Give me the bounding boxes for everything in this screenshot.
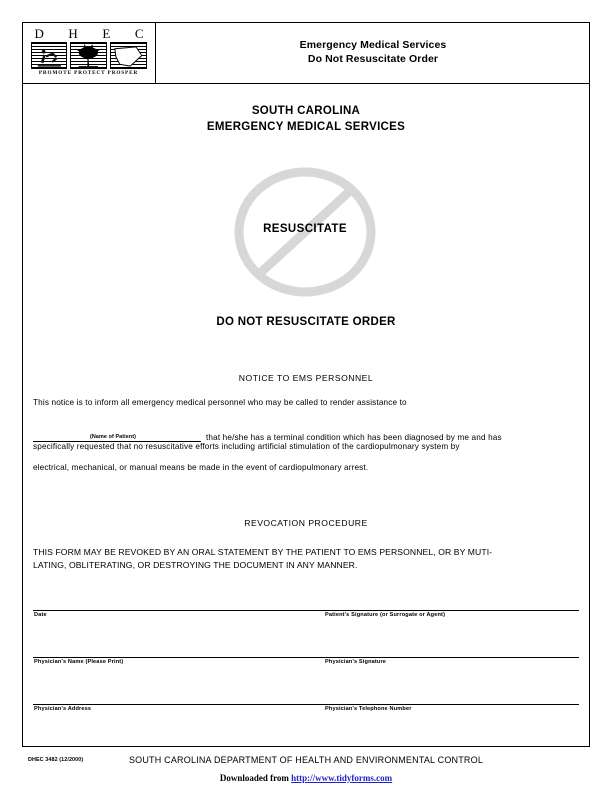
notice-line-4: electrical, mechanical, or manual means be made in the event of cardiopulmonary arrest. (33, 463, 369, 472)
dhec-logo-panels (31, 42, 147, 69)
revocation-section-heading: REVOCATION PROCEDURE (244, 518, 368, 528)
date-label: Date (34, 612, 47, 618)
signature-block (33, 610, 579, 751)
south-carolina-map-icon (110, 42, 147, 69)
south-carolina-map-art (111, 43, 146, 69)
dhec-logo-cell (22, 22, 156, 83)
no-resuscitate-prohibition-symbol (232, 166, 378, 298)
signature-row-physician-name (33, 657, 579, 704)
signature-rule[interactable] (33, 704, 579, 705)
form-number: DHEC 3482 (12/2000) (28, 757, 84, 763)
header-title-line1: Emergency Medical Services (299, 39, 447, 52)
physician-telephone-label: Physician's Telephone Number (325, 706, 412, 712)
page-title (22, 104, 590, 135)
people-icon-art (32, 43, 67, 69)
dhec-letter-d: D (34, 25, 44, 41)
notice-body (33, 398, 579, 484)
dhec-logo-tagline: PROMOTE PROTECT PROSPER (38, 69, 139, 76)
page-title-line2: EMERGENCY MEDICAL SERVICES (206, 120, 406, 133)
notice-line-1: This notice is to inform all emergency medical personnel who may be called to render assistance to (33, 398, 407, 407)
page-title-line1: SOUTH CAROLINA (251, 105, 361, 117)
patient-signature-label: Patient's Signature (or Surrogate or Agent) (325, 612, 446, 618)
prohibition-symbol-label: RESUSCITATE (263, 223, 347, 235)
header-title-line2: Do Not Resuscitate Order (307, 52, 439, 65)
signature-rule[interactable] (33, 657, 579, 658)
dhec-letter-c: C (134, 25, 144, 41)
signature-row-date (33, 610, 579, 657)
palmetto-tree-icon (70, 42, 107, 69)
dhec-logo (31, 25, 147, 78)
dhec-letter-h: H (68, 25, 78, 41)
physician-address-label: Physician's Address (34, 706, 92, 712)
dnr-order-heading: DO NOT RESUSCITATE ORDER (216, 316, 396, 328)
patient-name-caption: (Name of Patient) (90, 434, 137, 440)
dhec-logo-letters (31, 25, 147, 41)
revocation-line-1: THIS FORM MAY BE REVOKED BY AN ORAL STATEMENT BY THE PATIENT TO EMS PERSONNEL, OR BY MUTI- (33, 547, 493, 557)
form-header (22, 22, 590, 84)
physician-signature-label: Physician's Signature (325, 659, 387, 665)
physician-name-label: Physician's Name (Please Print) (34, 659, 124, 665)
revocation-body (33, 546, 581, 572)
revocation-line-2: LATING, OBLITERATING, OR DESTROYING THE DOCUMENT IN ANY MANNER. (33, 560, 358, 570)
notice-section-heading: NOTICE TO EMS PERSONNEL (238, 373, 374, 383)
signature-rule[interactable] (33, 610, 579, 611)
notice-line-3: specifically requested that no resuscitative efforts including artificial stimulation of the cardiopulmonary system by (33, 442, 460, 451)
download-watermark (0, 773, 612, 783)
agency-footer: SOUTH CAROLINA DEPARTMENT OF HEALTH AND ENVIRONMENTAL CONTROL (128, 755, 484, 765)
header-title (156, 22, 590, 83)
palmetto-tree-icon-art (71, 43, 106, 69)
people-icon (31, 42, 68, 69)
notice-line-2-text: that he/she has a terminal condition which has been diagnosed by me and has (206, 433, 502, 442)
signature-row-physician-address (33, 704, 579, 751)
watermark-url[interactable]: http://www.tidyforms.com (291, 773, 393, 783)
watermark-prefix: Downloaded from (219, 773, 292, 783)
dhec-letter-e: E (102, 25, 111, 41)
